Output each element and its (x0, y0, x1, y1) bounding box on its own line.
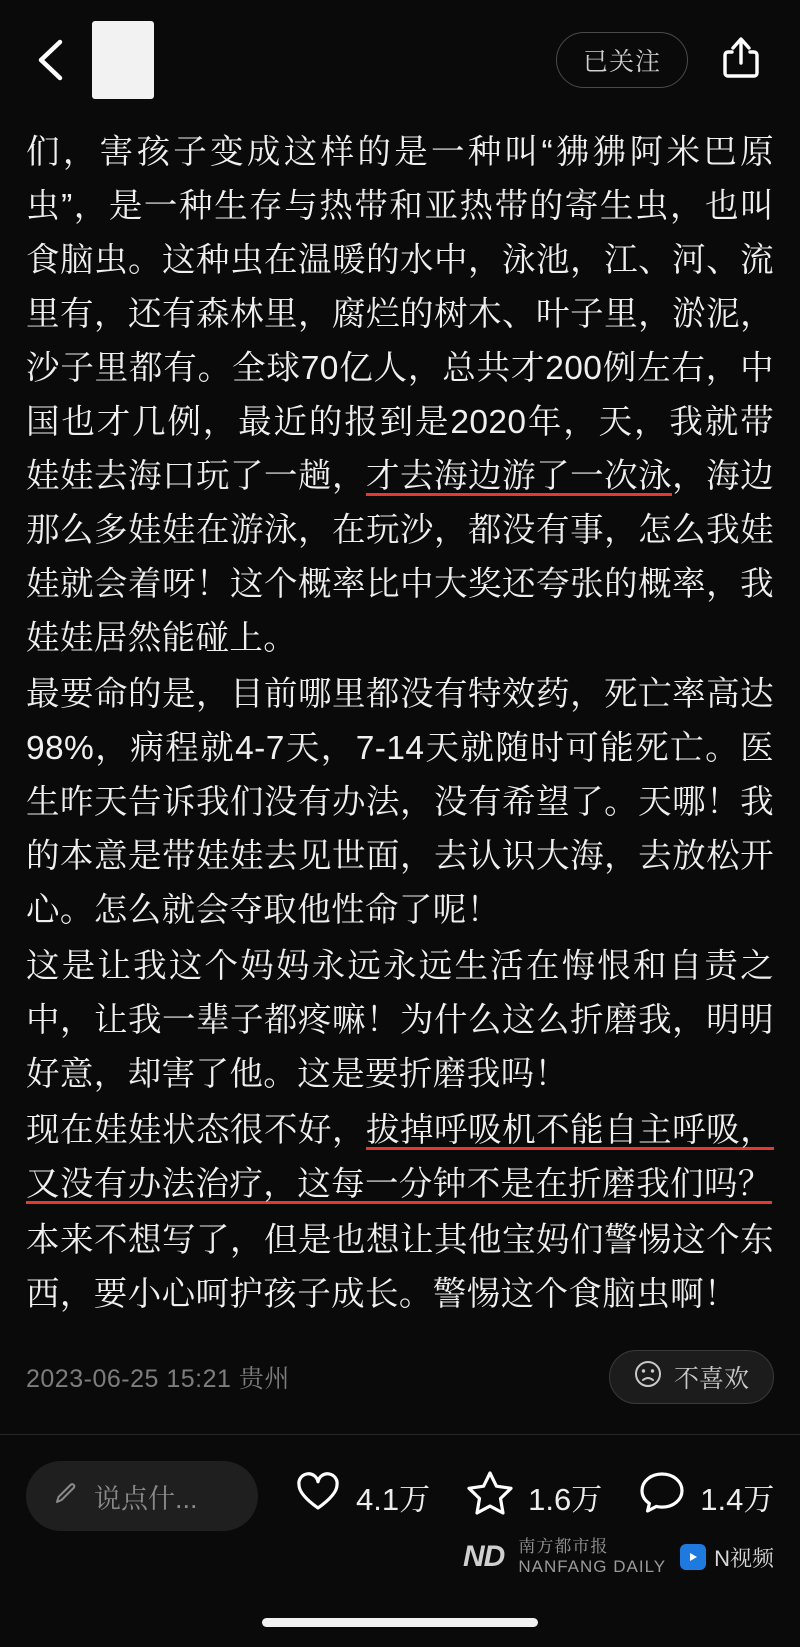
footer-branding (0, 1537, 800, 1577)
article-text: 这是让我这个妈妈永远永远生活在悔恨和自责之中，让我一辈子都疼嘛！为什么这么折磨我，明明好意，却害了他。这是要折磨我吗！ (26, 948, 774, 1093)
brand-name-en: NANFANG DAILY (518, 1557, 667, 1576)
article-text: 最要命的是，目前哪里都没有特效药，死亡率高达98%，病程就4-7天，7-14天就随时可能死亡。医生昨天告诉我们没有办法，没有希望了。天哪！我的本意是带娃娃去见世面，去认识大海，去放松开心。怎么就会夺取他性命了呢！ (26, 676, 774, 929)
article-meta-row (0, 1324, 800, 1404)
publish-timestamp: 2023-06-25 15:21 贵州 (26, 1365, 290, 1393)
article-text: 现在娃娃状态很不好， (26, 1112, 367, 1149)
home-indicator (262, 1618, 538, 1627)
article-text: 本来不想写了，但是也想让其他宝妈们警惕这个东西，要小心呵护孩子成长。警惕这个食脑虫啊！ (26, 1222, 774, 1313)
comment-count: 1.4万 (700, 1481, 775, 1517)
article-paragraph (26, 1214, 774, 1322)
nvideo-channel (680, 1542, 774, 1573)
article-text: ，海边那么多娃娃在游泳，在玩沙，都没有事，怎么我娃娃就会着呀！这个概率比中大奖还夸张的概率，我娃娃居然能碰上。 (26, 458, 775, 657)
favorite-button[interactable] (466, 1468, 602, 1524)
follow-button[interactable]: 已关注 (556, 32, 688, 88)
highlighted-text: 才去海边游了一次泳 (366, 458, 672, 498)
comment-bubble-icon (638, 1468, 686, 1524)
chevron-left-icon (34, 37, 68, 83)
like-button[interactable] (294, 1468, 430, 1524)
nd-logo: ND (462, 1540, 505, 1573)
share-button[interactable] (714, 31, 772, 89)
back-button[interactable] (28, 37, 74, 83)
pencil-icon (52, 1479, 80, 1514)
action-bar (0, 1435, 800, 1531)
comment-input[interactable] (26, 1461, 258, 1531)
article-text: 们，害孩子变成这样的是一种叫“狒狒阿米巴原虫”，是一种生存与热带和亚热带的寄生虫，也叫食脑虫。这种虫在温暖的水中，泳池，江、河、流里有，还有森林里，腐烂的树木、叶子里，淤泥，沙子里都有。全球70亿人，总共才200例左右，中国也才几例，最近的报到是2020年，天，我就带娃娃去海口玩了一趟， (26, 134, 774, 495)
dislike-button[interactable] (609, 1350, 774, 1404)
highlighted-text: 拔掉呼吸机不能自主呼吸，又没有办法治疗，这每一分钟不是在折磨我们吗？ (26, 1112, 774, 1206)
article-paragraph (26, 1104, 774, 1212)
article-paragraph (26, 668, 774, 938)
nvideo-label: N视频 (714, 1545, 774, 1571)
comment-button[interactable] (638, 1468, 774, 1524)
share-icon (719, 34, 767, 87)
favorite-count: 1.6万 (528, 1481, 603, 1517)
article-paragraph (26, 940, 774, 1102)
top-navigation-bar (0, 0, 800, 120)
heart-icon (294, 1468, 342, 1524)
star-icon (466, 1468, 514, 1524)
like-count: 4.1万 (356, 1481, 431, 1517)
play-badge-icon (680, 1544, 706, 1570)
article-paragraph (26, 126, 774, 666)
article-body (0, 120, 800, 1322)
comment-input-placeholder: 说点什... (94, 1483, 198, 1514)
dislike-label: 不喜欢 (673, 1365, 749, 1393)
brand-name-cn: 南方都市报 (518, 1537, 609, 1556)
brand-name (518, 1537, 666, 1577)
avatar[interactable] (92, 21, 154, 99)
frown-face-icon (634, 1360, 662, 1395)
